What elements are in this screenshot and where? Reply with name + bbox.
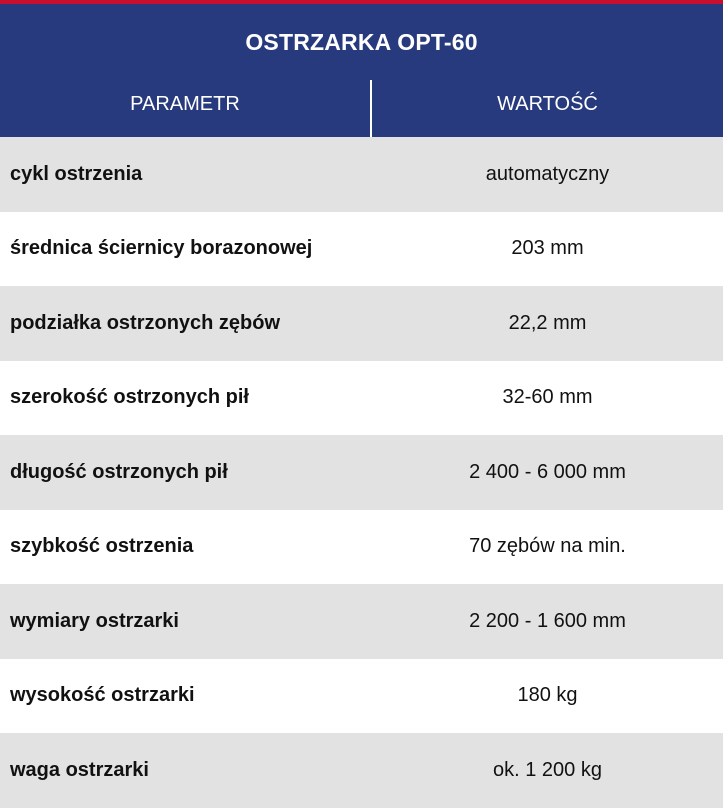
param-cell: cykl ostrzenia	[10, 162, 143, 185]
table-row	[0, 733, 723, 808]
table-title: OSTRZARKA OPT-60	[0, 4, 723, 80]
param-cell: szerokość ostrzonych pił	[10, 386, 249, 409]
column-header-param: PARAMETR	[0, 80, 372, 137]
value-cell: 32-60 mm	[502, 386, 593, 409]
value-cell: 70 zębów na min.	[469, 535, 626, 558]
value-cell: automatyczny	[485, 162, 610, 185]
param-cell: wymiary ostrzarki	[10, 609, 179, 632]
value-cell: 180 kg	[517, 684, 578, 707]
value-cell: 2 400 - 6 000 mm	[469, 460, 626, 483]
param-cell: waga ostrzarki	[10, 758, 149, 781]
value-cell: ok. 1 200 kg	[493, 758, 602, 781]
table-row	[0, 584, 723, 659]
column-header-value: WARTOŚĆ	[497, 93, 598, 115]
param-cell: szybkość ostrzenia	[10, 535, 194, 558]
table-row	[0, 286, 723, 361]
param-cell: podziałka ostrzonych zębów	[10, 311, 281, 334]
table-row	[0, 361, 723, 436]
table-row	[0, 510, 723, 585]
table-row	[0, 659, 723, 734]
value-cell: 203 mm	[511, 237, 584, 260]
value-cell: 2 200 - 1 600 mm	[469, 609, 626, 632]
param-cell: średnica ściernicy borazonowej	[10, 237, 313, 260]
table-row	[0, 137, 723, 212]
param-cell: długość ostrzonych pił	[10, 460, 228, 483]
value-cell: 22,2 mm	[508, 311, 587, 334]
table-row	[0, 435, 723, 510]
table-body	[0, 137, 723, 808]
param-cell: wysokość ostrzarki	[10, 684, 195, 707]
table-row	[0, 212, 723, 287]
column-header-row	[0, 80, 723, 137]
